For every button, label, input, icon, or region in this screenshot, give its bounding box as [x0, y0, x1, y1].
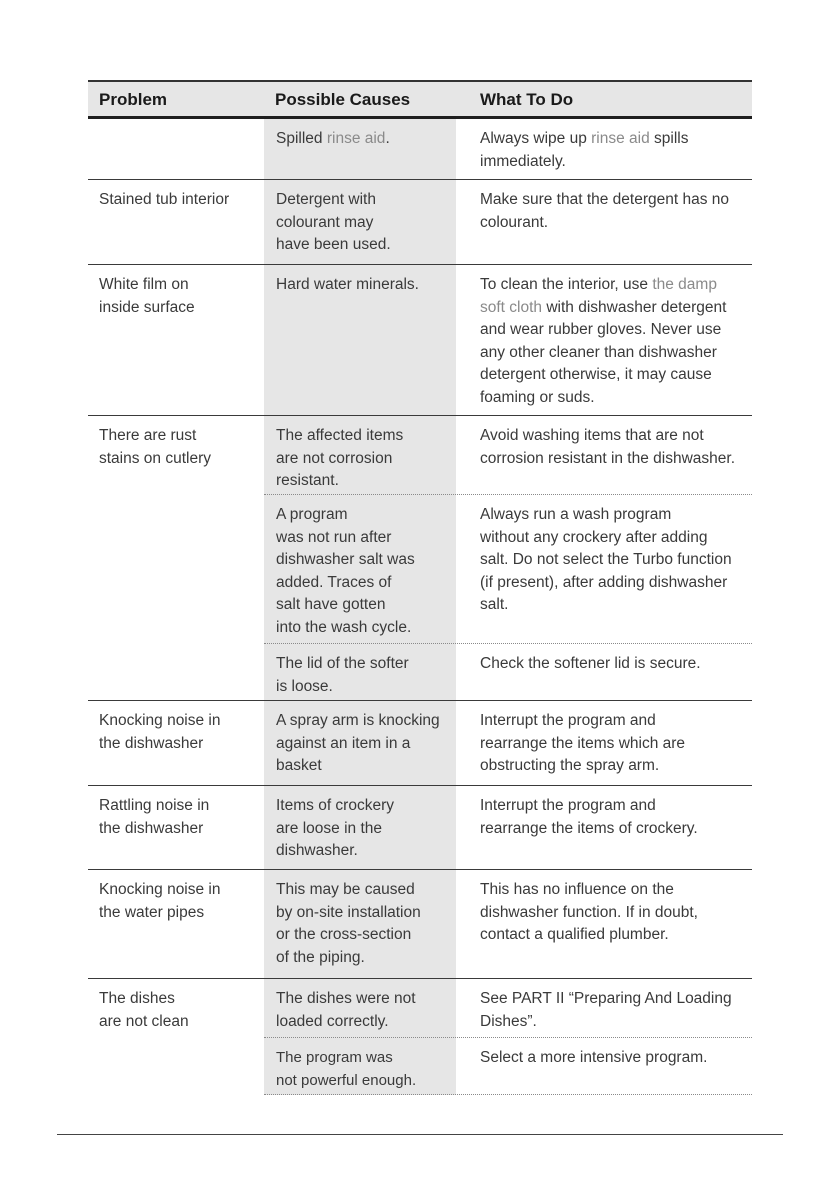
- table-row-group: [88, 119, 752, 180]
- problem-cell: The dishes are not clean: [99, 990, 189, 1030]
- cause-row: [264, 265, 752, 415]
- todo-highlight: the damp soft cloth: [480, 276, 717, 316]
- todo-cell: This has no influence on the dishwasher function. If in doubt, contact a qualified plumber.: [480, 881, 698, 943]
- todo-text: Always wipe up: [480, 130, 592, 147]
- cause-cell: Detergent with colourant may have been used.: [276, 191, 391, 253]
- header-problem: Problem: [99, 90, 168, 109]
- todo-cell: Check the softener lid is secure.: [480, 655, 701, 672]
- problem-cell: Rattling noise in the dishwasher: [99, 797, 210, 837]
- table-row-group: [88, 786, 752, 870]
- todo-cell: Interrupt the program and rearrange the items which are obstructing the spray arm.: [480, 712, 686, 774]
- cause-cell: The dishes were not loaded correctly.: [276, 990, 416, 1030]
- cause-cell: A program was not run after dishwasher salt was added. Traces of salt have gotten into the wash cycle.: [276, 506, 415, 636]
- table-row-group: [88, 265, 752, 416]
- todo-cell: Select a more intensive program.: [480, 1049, 708, 1066]
- todo-cell: Always run a wash program without any crockery after adding salt. Do not select the Turbo function (if present), after adding dishwasher salt.: [480, 506, 732, 613]
- table-header: [88, 80, 752, 119]
- cause-row: [264, 119, 752, 179]
- table-row-group: [88, 180, 752, 265]
- todo-cell: Make sure that the detergent has no colourant.: [480, 191, 730, 231]
- cause-row: [264, 180, 752, 264]
- todo-cell: [480, 128, 758, 173]
- problem-cell: There are rust stains on cutlery: [99, 427, 211, 467]
- problem-cell: White film on inside surface: [99, 276, 195, 316]
- table-row-group: [88, 701, 752, 786]
- cause-cell: The program was not powerful enough.: [276, 1049, 417, 1089]
- cause-row: [264, 786, 752, 869]
- todo-text-end: with dishwasher detergent and wear rubber gloves. Never use any other cleaner than dishwasher detergent otherwise, it may cause foaming or suds.: [480, 298, 727, 406]
- cause-row: [264, 701, 752, 785]
- todo-highlight: rinse aid: [591, 130, 650, 147]
- todo-cell: Interrupt the program and rearrange the items of crockery.: [480, 797, 698, 837]
- cause-cell: The affected items are not corrosion resistant.: [276, 427, 404, 489]
- cause-cell: The lid of the softer is loose.: [276, 655, 409, 695]
- cause-highlight: rinse aid: [326, 130, 386, 147]
- cause-cell: [276, 128, 454, 151]
- cause-row: [264, 416, 752, 494]
- table-row-group: [88, 870, 752, 979]
- todo-cell: [480, 274, 758, 409]
- cause-row: [264, 1037, 752, 1095]
- cause-text: Spilled: [276, 130, 327, 147]
- footer-rule: [57, 1134, 783, 1135]
- todo-text-end: spills immediately.: [480, 130, 689, 170]
- cause-row: [264, 643, 752, 700]
- cause-row: [264, 870, 752, 978]
- problem-cell: Stained tub interior: [99, 191, 230, 208]
- table-row-group: [88, 979, 752, 1095]
- cause-text-end: .: [385, 130, 390, 147]
- problem-cell: Knocking noise in the dishwasher: [99, 712, 221, 752]
- cause-cell: Hard water minerals.: [276, 276, 419, 293]
- troubleshooting-table: [88, 80, 752, 1095]
- todo-text: To clean the interior, use: [480, 276, 653, 293]
- cause-row: [264, 979, 752, 1037]
- cause-cell: This may be caused by on-site installation or the cross-section of the piping.: [276, 881, 421, 966]
- header-what-to-do: What To Do: [480, 90, 574, 109]
- problem-cell: Knocking noise in the water pipes: [99, 881, 221, 921]
- cause-cell: A spray arm is knocking against an item in a basket: [276, 712, 440, 774]
- todo-cell: Avoid washing items that are not corrosion resistant in the dishwasher.: [480, 427, 736, 467]
- table-row-group: [88, 416, 752, 701]
- todo-cell: See PART II “Preparing And Loading Dishes”.: [480, 990, 732, 1030]
- cause-cell: Items of crockery are loose in the dishwasher.: [276, 797, 394, 859]
- cause-row: [264, 494, 752, 643]
- header-possible-causes: Possible Causes: [275, 90, 411, 109]
